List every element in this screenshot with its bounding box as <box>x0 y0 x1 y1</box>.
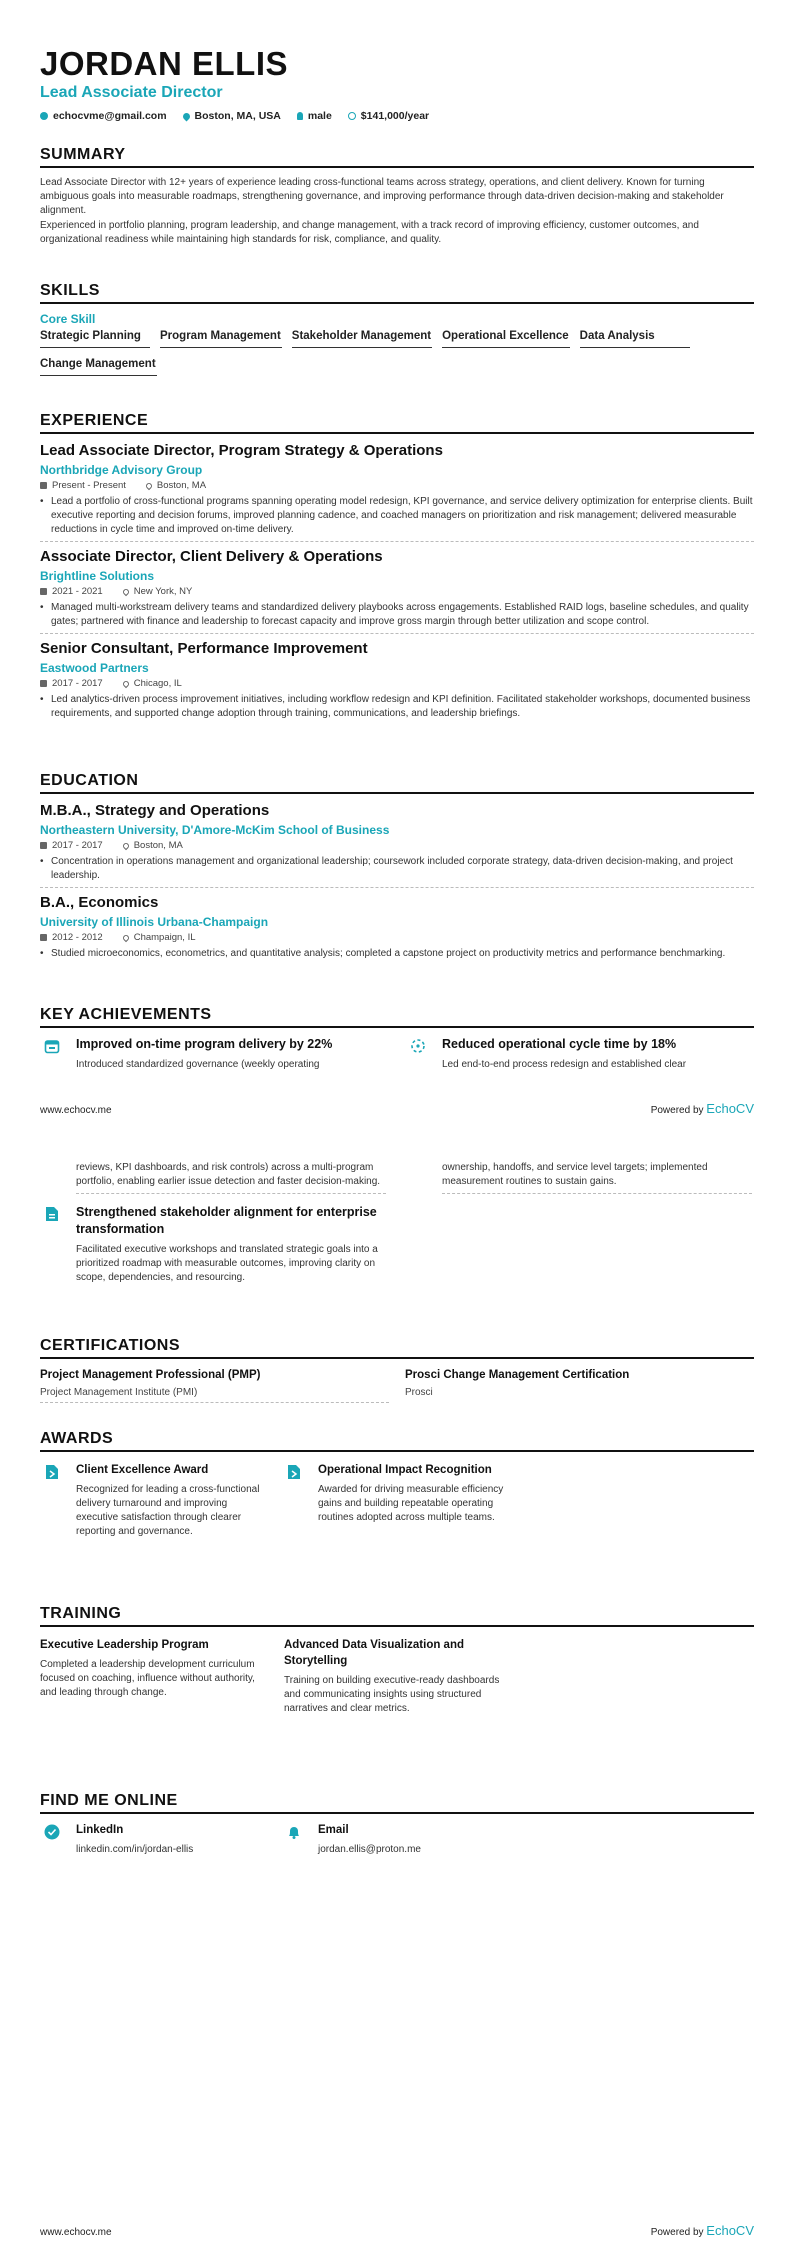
job-meta <box>40 480 754 491</box>
powered-by-text: Powered by <box>650 2227 704 2238</box>
job-meta <box>40 678 754 689</box>
certification-org: Prosci <box>405 1387 433 1398</box>
education-meta <box>40 840 754 851</box>
online-item-email[interactable] <box>282 1822 506 1857</box>
contact-salary <box>348 110 429 122</box>
achievement-item-continued <box>406 1161 752 1194</box>
education-bullet: • Concentration in operations management and organizational leadership; coursework included corporate strategy, data-driven decision-making, and project leadership. <box>40 855 754 883</box>
money-icon <box>348 112 356 120</box>
achievement-description: ownership, handoffs, and service level targets; implemented measurement routines to sustain gains. <box>442 1162 708 1187</box>
experience-section <box>40 412 754 721</box>
online-link[interactable]: linkedin.com/in/jordan-ellis <box>76 1844 194 1855</box>
summary-section <box>40 146 754 247</box>
online-label: Email <box>318 1824 349 1836</box>
school-name: Northeastern University, D'Amore-McKim School of Business <box>40 823 390 837</box>
achievements-section <box>40 1006 754 1072</box>
training-description: Completed a leadership development curriculum focused on coaching, influence without authority, and leading through change. <box>40 1659 255 1698</box>
company-name: Brightline Solutions <box>40 569 154 583</box>
bullet-text: Studied microeconomics, econometrics, and quantitative analysis; completed a capstone project on productivity metrics and performance benchmarking. <box>51 948 726 959</box>
candidate-name: JORDAN ELLIS <box>40 45 289 82</box>
online-item-linkedin[interactable] <box>40 1822 264 1857</box>
section-title: SUMMARY <box>40 146 754 168</box>
online-section <box>40 1792 754 1857</box>
education-location: Champaign, IL <box>133 932 196 943</box>
section-title: EDUCATION <box>40 772 754 794</box>
achievement-item <box>40 1204 386 1285</box>
job-bullet: • Lead a portfolio of cross-functional programs spanning operating model redesign, KPI governance, and service delivery optimization for enterprise clients. Built executive reporting and decision forums, improved planning cadence, and coached managers on prioritization and risk management; delivered measurable reductions in cycle time and improved on-time delivery. <box>40 496 753 535</box>
header <box>40 46 754 122</box>
location-text: Boston, MA, USA <box>194 110 281 122</box>
summary-paragraph-2: Experienced in portfolio planning, program leadership, and change management, with a track record of improving efficiency, customer outcomes, and organizational readiness while maintaining high standards for risk, compliance, and quality. <box>40 220 699 245</box>
training-description: Training on building executive-ready dashboards and communicating insights using structured narratives and clear metrics. <box>284 1675 500 1714</box>
training-title: Executive Leadership Program <box>40 1639 209 1651</box>
salary-text: $141,000/year <box>360 110 430 122</box>
job-entry <box>40 548 754 634</box>
job-bullet: • Managed multi-workstream delivery teams and standardized delivery playbooks across engagements. Established RAID logs, baseline schedules, and quality gates; partnered with finance and leadership to forecast capacity and improve gross margin through better utilization and scope control. <box>40 601 754 629</box>
skill-group-title: Core Skill <box>40 312 96 326</box>
contact-location <box>183 110 281 122</box>
education-meta <box>40 932 754 943</box>
achievement-item <box>406 1036 752 1072</box>
spacer <box>406 1161 430 1194</box>
gender-text: male <box>307 110 332 122</box>
section-title: CERTIFICATIONS <box>40 1337 754 1359</box>
calendar-icon <box>40 1036 64 1072</box>
job-entry <box>40 442 754 542</box>
achievement-title: Strengthened stakeholder alignment for enterprise transformation <box>76 1205 377 1236</box>
achievement-item-continued <box>40 1161 386 1194</box>
person-icon <box>297 112 303 120</box>
certification-item <box>405 1369 754 1403</box>
section-title: AWARDS <box>40 1430 754 1452</box>
candidate-role: Lead Associate Director <box>40 84 223 101</box>
contact-gender <box>297 110 332 122</box>
calendar-icon <box>40 934 47 941</box>
degree-title: M.B.A., Strategy and Operations <box>40 802 270 819</box>
online-label: LinkedIn <box>76 1824 124 1836</box>
target-icon <box>406 1036 430 1072</box>
check-circle-icon <box>40 1822 64 1857</box>
location-pin-icon <box>145 481 153 489</box>
job-bullet: • Led analytics-driven process improvement initiatives, including workflow redesign and KPI definition. Facilitated stakeholder workshops, documented business requirements, and supported change adoption through training, communications, and leadership briefings. <box>40 693 754 721</box>
brand-logo: EchoCV <box>706 2223 754 2238</box>
page-footer <box>40 1101 754 1116</box>
skills-section <box>40 282 754 376</box>
achievements-grid <box>40 1161 754 1194</box>
divider <box>40 633 754 634</box>
certification-name: Project Management Professional (PMP) <box>40 1369 261 1381</box>
location-pin-icon <box>121 679 129 687</box>
footer-site[interactable]: www.echocv.me <box>40 2227 112 2238</box>
job-title: Associate Director, Client Delivery & Operations <box>40 548 383 565</box>
section-title: SKILLS <box>40 282 754 304</box>
bullet-text: Managed multi-workstream delivery teams and standardized delivery playbooks across engagements. Established RAID logs, baseline schedules, and quality gates; partnered with finance and leadership to forecast capacity and improve gross margin through better utilization and scope control. <box>51 602 749 627</box>
location-pin-icon <box>181 111 191 121</box>
job-title: Senior Consultant, Performance Improvement <box>40 640 368 657</box>
location-pin-icon <box>121 841 129 849</box>
achievement-item <box>40 1036 386 1072</box>
award-title: Operational Impact Recognition <box>318 1464 492 1476</box>
award-document-icon <box>282 1462 306 1539</box>
resume-page-2 <box>0 1123 794 2246</box>
email-text: echocvme@gmail.com <box>53 110 167 122</box>
certification-item <box>40 1369 389 1403</box>
calendar-icon <box>40 588 47 595</box>
skill-item: Stakeholder Management <box>292 330 432 348</box>
education-entry <box>40 802 754 888</box>
certification-org: Project Management Institute (PMI) <box>40 1387 198 1398</box>
skill-item: Strategic Planning <box>40 330 150 348</box>
bullet-text: Led analytics-driven process improvement initiatives, including workflow redesign and KPI definition. Facilitated stakeholder workshops, documented business requirements, and supported change adoption through training, communications, and leadership briefings. <box>51 694 751 719</box>
brand-logo: EchoCV <box>706 1101 754 1116</box>
powered-by-text: Powered by <box>650 1105 704 1116</box>
spacer <box>40 1161 64 1194</box>
divider <box>76 1193 386 1194</box>
achievement-description: Led end-to-end process redesign and established clear <box>442 1059 687 1070</box>
bell-icon <box>282 1822 306 1857</box>
skills-list <box>40 330 760 376</box>
awards-section <box>40 1430 754 1539</box>
job-meta <box>40 586 754 597</box>
skill-item: Data Analysis <box>580 330 690 348</box>
achievement-description: Facilitated executive workshops and translated strategic goals into a prioritized roadmap with measurable outcomes, improving clarity on scope, dependencies, and resourcing. <box>76 1244 378 1283</box>
divider <box>40 541 754 542</box>
achievements-grid <box>40 1036 754 1072</box>
document-icon <box>40 1204 64 1285</box>
education-bullet: • Studied microeconomics, econometrics, and quantitative analysis; completed a capstone project on productivity metrics and performance benchmarking. <box>40 948 726 959</box>
training-item <box>284 1637 508 1716</box>
achievement-title: Reduced operational cycle time by 18% <box>442 1037 677 1051</box>
awards-grid <box>40 1462 754 1539</box>
bullet-text: Concentration in operations management and organizational leadership; coursework included corporate strategy, data-driven decision-making, and project leadership. <box>51 856 733 881</box>
summary-paragraph-1: Lead Associate Director with 12+ years of experience leading cross-functional teams across strategy, operations, and client delivery. Known for turning ambiguous goals into measurable roadmaps, strengthening governance, and improving performance through data-driven decision-making and stakeholder alignment. <box>40 177 724 216</box>
achievements-continued <box>40 1161 754 1285</box>
skill-item: Operational Excellence <box>442 330 570 348</box>
bullet-text: Lead a portfolio of cross-functional programs spanning operating model redesign, KPI governance, and service delivery optimization for enterprise clients. Built executive reporting and decision forums, improved planning cadence, and coached managers on prioritization and risk management; delivered measurable reductions in cycle time and improved on-time delivery. <box>51 496 753 535</box>
award-description: Recognized for leading a cross-functional delivery turnaround and improving executive satisfaction through clearer reporting and governance. <box>76 1484 260 1537</box>
school-name: University of Illinois Urbana-Champaign <box>40 915 269 929</box>
achievement-description: reviews, KPI dashboards, and risk controls) across a multi-program portfolio, enabling earlier issue detection and faster decision-making. <box>76 1162 381 1187</box>
certifications-grid <box>40 1369 754 1403</box>
award-item <box>282 1462 506 1539</box>
company-name: Eastwood Partners <box>40 661 149 675</box>
page-footer <box>40 2223 754 2238</box>
degree-title: B.A., Economics <box>40 894 159 911</box>
job-entry <box>40 640 754 721</box>
education-location: Boston, MA <box>133 840 183 851</box>
training-grid <box>40 1637 754 1716</box>
education-section <box>40 772 754 961</box>
online-grid <box>40 1822 754 1857</box>
online-link[interactable]: jordan.ellis@proton.me <box>318 1844 421 1855</box>
skill-item: Change Management <box>40 358 157 376</box>
job-dates: Present - Present <box>52 480 126 491</box>
achievement-description: Introduced standardized governance (weekly operating <box>76 1059 320 1070</box>
calendar-icon <box>40 680 47 687</box>
education-dates: 2017 - 2017 <box>52 840 103 851</box>
job-location: Chicago, IL <box>133 678 182 689</box>
footer-powered <box>651 2223 754 2238</box>
section-title: FIND ME ONLINE <box>40 1792 754 1814</box>
section-title: TRAINING <box>40 1605 754 1627</box>
education-entry <box>40 894 754 961</box>
calendar-icon <box>40 842 47 849</box>
award-description: Awarded for driving measurable efficiency gains and building repeatable operating routines adopted across multiple teams. <box>318 1484 504 1523</box>
footer-site[interactable]: www.echocv.me <box>40 1105 112 1116</box>
job-title: Lead Associate Director, Program Strategy & Operations <box>40 442 443 459</box>
divider <box>40 1402 389 1403</box>
job-dates: 2017 - 2017 <box>52 678 103 689</box>
training-section <box>40 1605 754 1716</box>
certifications-section <box>40 1337 754 1403</box>
calendar-icon <box>40 482 47 489</box>
education-dates: 2012 - 2012 <box>52 932 103 943</box>
training-title: Advanced Data Visualization and Storytelling <box>284 1639 465 1667</box>
company-name: Northbridge Advisory Group <box>40 463 203 477</box>
divider <box>442 1193 752 1194</box>
footer-powered <box>651 1101 754 1116</box>
award-item <box>40 1462 264 1539</box>
certification-name: Prosci Change Management Certification <box>405 1369 630 1381</box>
job-location: Boston, MA <box>156 480 207 491</box>
contact-row <box>40 110 754 122</box>
award-title: Client Excellence Award <box>76 1464 209 1476</box>
training-item <box>40 1637 264 1716</box>
at-icon <box>40 112 48 120</box>
divider <box>40 887 754 888</box>
section-title: KEY ACHIEVEMENTS <box>40 1006 754 1028</box>
award-document-icon <box>40 1462 64 1539</box>
section-title: EXPERIENCE <box>40 412 754 434</box>
job-location: New York, NY <box>133 586 193 597</box>
location-pin-icon <box>121 587 129 595</box>
contact-email[interactable] <box>40 110 167 122</box>
achievement-title: Improved on-time program delivery by 22% <box>76 1037 333 1051</box>
job-dates: 2021 - 2021 <box>52 586 103 597</box>
skill-item: Program Management <box>160 330 282 348</box>
location-pin-icon <box>121 933 129 941</box>
